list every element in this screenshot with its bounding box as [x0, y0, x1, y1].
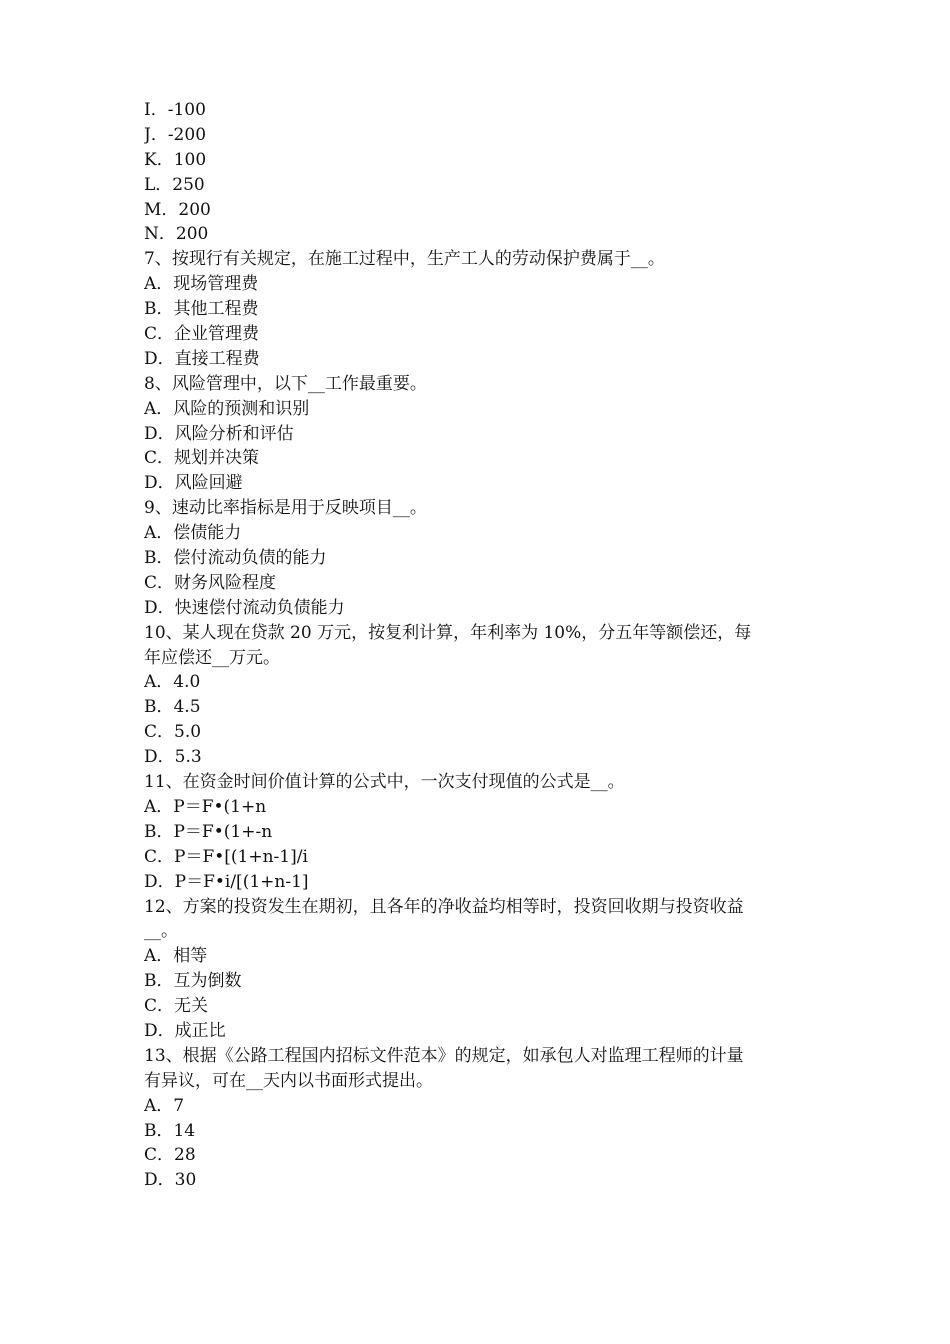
text-line: C．财务风险程度 — [144, 572, 277, 593]
text-line: J．-200 — [144, 124, 207, 145]
text-line: D．快速偿付流动负债能力 — [144, 597, 345, 618]
text-line: A．相等 — [144, 946, 208, 967]
text-line: C．28 — [144, 1145, 196, 1166]
text-line: A．现场管理费 — [144, 274, 259, 295]
text-line: 有异议，可在__天内以书面形式提出。 — [144, 1070, 433, 1091]
text-line: D．直接工程费 — [144, 348, 260, 369]
text-line: A．7 — [144, 1095, 185, 1116]
text-line: K．100 — [144, 149, 207, 170]
text-line: B．P＝F•(1+-n — [144, 821, 273, 842]
text-line: C．规划并决策 — [144, 448, 260, 469]
text-line: D．5.3 — [144, 747, 202, 768]
text-line: A．偿债能力 — [144, 523, 242, 544]
text-line: C．P＝F•[(1+n-1]/i — [144, 846, 308, 867]
text-line: A．4.0 — [144, 672, 201, 693]
text-line: __。 — [144, 921, 178, 942]
text-line: D．P＝F•i/[(1+n-1] — [144, 871, 309, 892]
text-line: A．P＝F•(1+n — [144, 796, 267, 817]
text-line: A．风险的预测和识别 — [144, 398, 310, 419]
text-line: C．无关 — [144, 996, 209, 1017]
text-line: N．200 — [144, 224, 209, 245]
text-line: 9、速动比率指标是用于反映项目__。 — [144, 498, 427, 519]
text-line: D．风险分析和评估 — [144, 423, 294, 444]
text-line: 年应偿还__万元。 — [144, 647, 280, 668]
text-line: B．互为倒数 — [144, 971, 242, 992]
text-line: 8、风险管理中，以下__工作最重要。 — [144, 373, 427, 394]
text-line: B．其他工程费 — [144, 299, 259, 320]
text-line: D．风险回避 — [144, 473, 243, 494]
text-line: D．成正比 — [144, 1020, 226, 1041]
text-line: 11、在资金时间价值计算的公式中，一次支付现值的公式是__。 — [144, 772, 625, 793]
text-line: I．-100 — [144, 100, 206, 120]
text-line: M．200 — [144, 199, 211, 220]
text-line: C．5.0 — [144, 722, 202, 743]
text-line: 12、方案的投资发生在期初，且各年的净收益均相等时，投资回收期与投资收益 — [144, 896, 744, 917]
text-line: L．250 — [144, 174, 205, 195]
text-line: B．14 — [144, 1120, 196, 1141]
question-list — [144, 98, 816, 1193]
text-line: C．企业管理费 — [144, 324, 260, 345]
text-line: B．偿付流动负债的能力 — [144, 548, 327, 569]
text-line: B．4.5 — [144, 697, 201, 718]
text-line: 7、按现行有关规定，在施工过程中，生产工人的劳动保护费属于__。 — [144, 249, 665, 270]
text-line: 10、某人现在贷款 20 万元，按复利计算，年利率为 10%，分五年等额偿还，每 — [144, 622, 752, 643]
text-line: D．30 — [144, 1170, 197, 1191]
text-line: 13、根据《公路工程国内招标文件范本》的规定，如承包人对监理工程师的计量 — [144, 1045, 744, 1066]
